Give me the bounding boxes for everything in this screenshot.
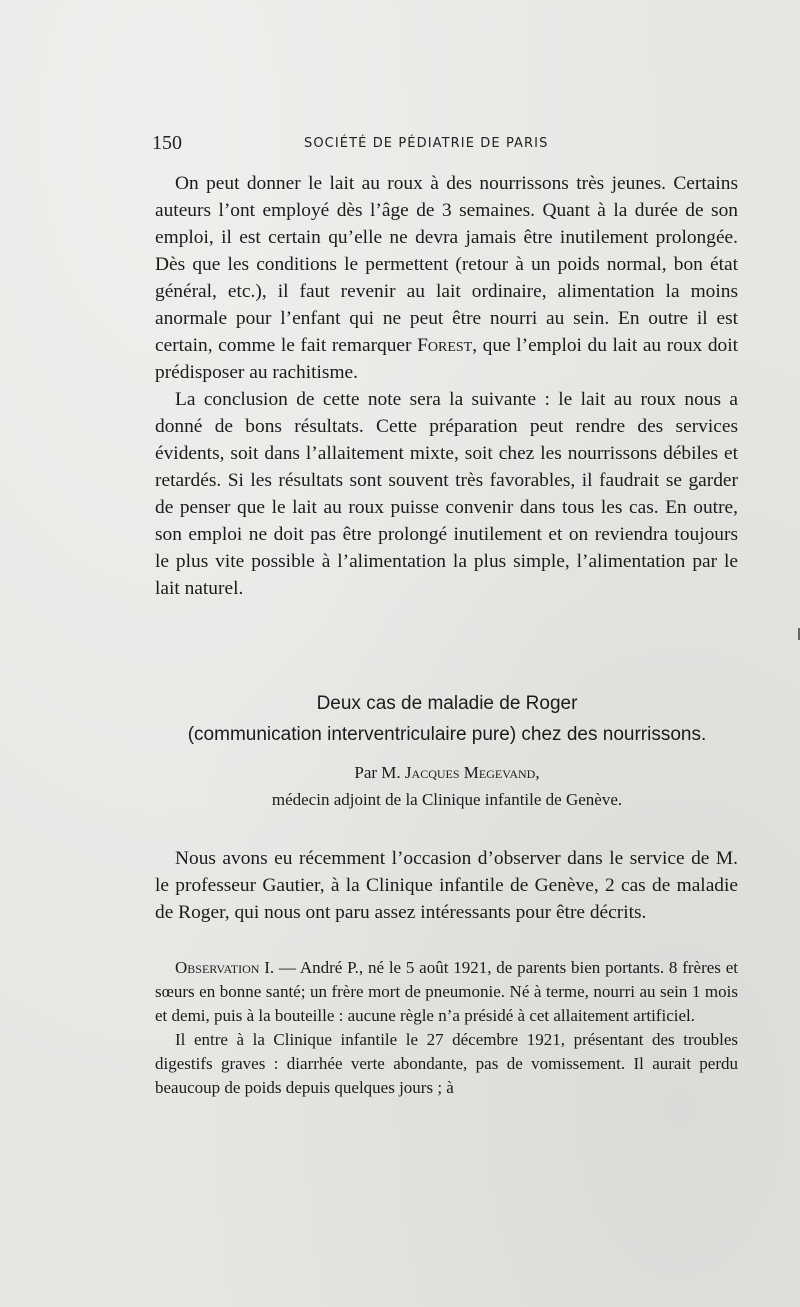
admission-paragraph: Il entre à la Clinique infantile le 27 décembre 1921, présentant des troubles digestifs graves : diarrhée verte abondante, pas de vomissement. Il aurait perdu beaucoup de poids depuis quelques jours ; à	[155, 1030, 738, 1097]
observation-text: — André P., né le 5 août 1921, de parents bien portants. 8 frères et sœurs en bonne santé; un frère mort de pneumonie. Né à terme, nourri au sein 1 mois et demi, puis à la bouteille : aucune règle n’a présidé à cet allaitement artificiel.	[155, 958, 738, 1025]
observation-paragraph	[155, 956, 738, 1028]
observation-label: Observation I.	[175, 958, 275, 977]
paragraph-lait-au-roux	[155, 170, 738, 386]
paragraph-text-end: , que l’emploi du lait au roux doit prédisposer au rachitisme.	[155, 335, 738, 383]
byline-prefix: Par M.	[354, 763, 401, 782]
article-intro-section	[155, 845, 738, 926]
running-title: SOCIÉTÉ DE PÉDIATRIE DE PARIS	[304, 136, 549, 151]
page-header	[152, 132, 748, 156]
byline-author: Jacques Megevand,	[404, 763, 540, 782]
observation-section	[155, 956, 738, 1100]
page-number: 150	[152, 132, 182, 154]
paragraph-text: On peut donner le lait au roux à des nourrissons très jeunes. Certains auteurs l’ont employé dès l’âge de 3 semaines. Quant à la durée de son emploi, il est certain qu’elle ne devra jamais être inutilement prolongée. Dès que les conditions le permettent (retour à un poids normal, bon état général, etc.), il faut revenir au lait ordinaire, alimentation la moins anormale pour l’enfant qui ne peut être nourri au sein. En outre il est certain, comme le fait remarquer	[155, 173, 738, 356]
byline-author-line	[152, 759, 742, 786]
article-byline	[152, 759, 742, 813]
article-title-line-1: Deux cas de maladie de Roger	[316, 693, 578, 714]
article-introduction: Nous avons eu récemment l’occasion d’observer dans le service de M. le professeur Gautier, à la Clinique infantile de Genève, 2 cas de maladie de Roger, qui nous ont paru assez intéressants pour être décrits.	[155, 848, 738, 923]
main-text-section	[155, 170, 738, 602]
author-name: Forest	[417, 335, 473, 356]
article-title	[152, 688, 742, 750]
paragraph-conclusion: La conclusion de cette note sera la suivante : le lait au roux nous a donné de bons résultats. Cette préparation peut rendre des services évidents, soit dans l’allaitement mixte, soit chez les nourrissons débiles et retardés. Si les résultats sont souvent très favorables, il faudrait se garder de penser que le lait au roux puisse convenir dans tous les cas. En outre, son emploi ne doit pas être prolongé inutilement et on reviendra toujours le plus vite possible à l’alimentation la plus simple, l’alimentation par le lait naturel.	[155, 389, 738, 599]
article-title-line-2: (communication interventriculaire pure) chez des nourrissons.	[187, 724, 707, 745]
byline-affiliation: médecin adjoint de la Clinique infantile de Genève.	[271, 790, 623, 809]
